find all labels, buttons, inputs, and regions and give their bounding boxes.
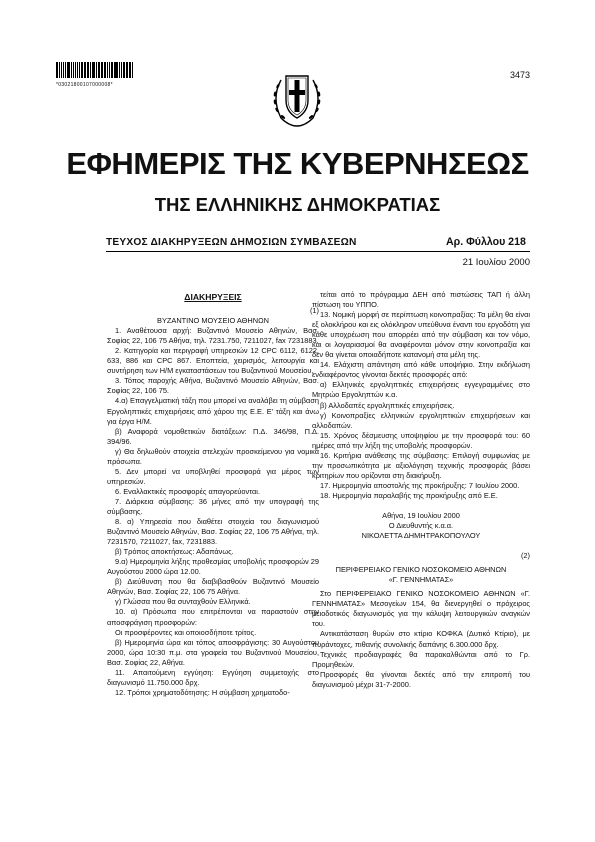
paragraph: τείται από το πρόγραμμα ΔΕΗ από πιστώσεις ΤΑΠ ή άλλη πίστωση του ΥΠΠΟ.: [312, 290, 530, 310]
paragraph: γ) Γλώσσα που θα συνταχθούν Ελληνικά.: [115, 597, 251, 607]
paragraph: 12. Τρόποι χρηματοδότησης: Η σύμβαση χρηματοδο-: [115, 687, 290, 697]
paragraph: 3. Τόπος παροχής Αθήνα, Βυζαντινό Μουσείο Αθηνών, Βασ. Σοφίας 22, 106 75.: [107, 376, 319, 396]
paragraph: Τεχνικές προδιαγραφές θα παρακαλθώνται από το Γρ. Προμηθειών.: [312, 649, 530, 669]
paragraph: 16. Κριτήρια ανάθεσης της σύμβασης: Επιλογή συμφωνίας με την προσωπικότητα με αξιολόγηση τεχνικής προσφοράς βάσει κριτηρίων που ορίζονται στη διακήρυξη.: [312, 450, 530, 480]
greek-coat-of-arms-icon: [267, 68, 327, 130]
signature-role: Ο Διευθυντής κ.α.α.: [388, 521, 454, 531]
paragraph: 10. α) Πρόσωπα που επιτρέπονται να παραστούν στην αποσφράγιση προσφορών:: [107, 607, 319, 627]
notice-agency-name: «Γ. ΓΕΝΝΗΜΑΤΑΣ»: [388, 575, 454, 585]
issue-sheet-number: Αρ. Φύλλου 218: [446, 236, 526, 248]
paragraph: β) Αλλοδαπές εργοληπτικές επιχειρήσεις.: [320, 400, 455, 410]
notice-number: (2): [520, 551, 530, 561]
paragraph: β) Διεύθυνση που θα διαβιβασθούν Βυζαντινό Μουσείο Αθηνών, Βασ. Σοφίας 22, 106 75 Αθήνα.: [107, 577, 319, 597]
notice-number: (1): [309, 306, 319, 316]
paragraph: 1. Αναθέτουσα αρχή: Βυζαντινό Μουσείο Αθηνών, Βασ. Σοφίας 22, 106 75 Αθήνα, τηλ. 7231.750, 7211027, fax 7231883.: [107, 326, 319, 346]
signature-place-date: Αθήνα, 19 Ιουλίου 2000: [382, 510, 460, 520]
paragraph: γ) Θα δηλωθούν στοιχεία στελεχών προσκείμενου για νομικά πρόσωπα.: [107, 446, 319, 466]
issue-date: 21 Ιουλίου 2000: [462, 257, 530, 268]
notice-agency: ΒΥΖΑΝΤΙΝΟ ΜΟΥΣΕΙΟ ΑΘΗΝΩΝ: [157, 316, 269, 326]
paragraph: 17. Ημερομηνία αποστολής της προκήρυξης: 7 Ιουλίου 2000.: [320, 480, 520, 490]
paragraph: 5. Δεν μπορεί να υποβληθεί προσφορά για μέρος των υπηρεσιών.: [107, 466, 319, 486]
paragraph: 13. Νομική μορφή σε περίπτωση κοινοπραξίας: Τα μέλη θα είναι εξ ολοκλήρου και εις ολόκληρον υπεύθυνα έναντι του εργοδότη για κάθε υποχρέωση που απορρέει από την σύμβαση και τον νόμο, και οι λογαριασμοί θα αναφέρονται μόνον στην κοινοπραξία και δεν θα γίνεται οποιαδήποτε κατανομή στα μέλη της.: [312, 310, 530, 360]
barcode: [56, 62, 134, 84]
left-column: [107, 290, 319, 698]
notice-body: [312, 589, 530, 689]
paragraph: 4.α) Επαγγελματική τάξη που μπορεί να αναλάβει τη σύμβαση Εργοληπτικές επιχειρήσεις από χάρου της Ε.Ε. Ε' τάξη και άνω για έργα Η/Μ.: [107, 396, 319, 426]
paragraph: 8. α) Υπηρεσία που διαθέτει στοιχεία του διαγωνισμού Βυζαντινό Μουσείο Αθηνών, Βασ. Σοφίας 22, 106 75 Αθήνα, τηλ. 7231570, 7211027, fax, 7231883.: [107, 517, 319, 547]
paragraph: Οι προσφέροντες και οποιοσδήποτε τρίτος.: [115, 627, 257, 637]
paragraph: Προσφορές θα γίνονται δεκτές από την επιτροπή του διαγωνισμού μέχρι 31-7-2000.: [312, 669, 530, 689]
notice-body-continued: [312, 290, 530, 501]
paragraph: 14. Ελάχιστη απάντηση από κάθε υποψήφιο. Στην εκδήλωση ενδιαφέροντος γίνονται δεκτές προσφορές από:: [312, 360, 530, 380]
gazette-title: ΕΦΗΜΕΡΙΣ ΤΗΣ ΚΥΒΕΡΝΗΣΕΩΣ: [66, 146, 529, 181]
notice-body: [107, 326, 319, 698]
paragraph: 2. Κατηγορία και περιγραφή υπηρεσιών 12 CPC 6112, 6122, 633, 886 και CPC 867. Εποπτεία, χειρισμός, λειτουργία και συντήρηση των Η/Μ εγκαταστάσεων του Βυζαντινού Μουσείου.: [107, 346, 319, 376]
paragraph: γ) Κοινοπραξίες ελληνικών εργοληπτικών επιχειρήσεων και αλλοδαπών.: [312, 410, 530, 430]
page-number: 3473: [510, 70, 531, 80]
paragraph: β) Ημερομηνία ώρα και τόπος αποσφράγισης: 30 Αυγούστου 2000, ώρα 10:30 π.μ. στα γραφεία του Βυζαντινού Μουσείου, Βασ. Σοφίας 22, Αθήνα.: [107, 637, 319, 667]
paragraph: α) Ελληνικές εργοληπτικές επιχειρήσεις εγγεγραμμένες στο Μητρώο Εργοληπτών κ.α.: [312, 380, 530, 400]
signature-name: ΝΙΚΟΛΕΤΤΑ ΔΗΜΗΤΡΑΚΟΠΟΥΛΟΥ: [361, 531, 481, 541]
right-column: [312, 290, 530, 690]
paragraph: β) Αναφορά νομοθετικών διατάξεων: Π.Δ. 346/98, Π.Δ. 394/96.: [107, 426, 319, 446]
paragraph: 6. Εναλλακτικές προσφορές απαγορεύονται.: [115, 486, 260, 496]
paragraph: 15. Χρόνος δέσμευσης υποψηφίου με την προσφορά του: 60 ημέρες από την λήξη της υποβολής προσφορών.: [312, 430, 530, 450]
notice-agency: ΠΕΡΙΦΕΡΕΙΑΚΟ ΓΕΝΙΚΟ ΝΟΣΟΚΟΜΕΙΟ ΑΘΗΝΩΝ: [335, 565, 507, 575]
paragraph: 11. Απαιτούμενη εγγύηση: Εγγύηση συμμετοχής στο διαγωνισμό 11.750.000 δρχ.: [107, 667, 319, 687]
issue-series: ΤΕΥΧΟΣ ΔΙΑΚΗΡΥΞΕΩΝ ΔΗΜΟΣΙΩΝ ΣΥΜΒΑΣΕΩΝ: [106, 237, 357, 248]
paragraph: 7. Διάρκεια σύμβασης: 36 μήνες από την υπογραφή της σύμβασης.: [107, 496, 319, 516]
header-divider: [106, 251, 530, 252]
barcode-text: *03021800107000008*: [56, 82, 113, 88]
paragraph: Στο ΠΕΡΙΦΕΡΕΙΑΚΟ ΓΕΝΙΚΟ ΝΟΣΟΚΟΜΕΙΟ ΑΘΗΝΩΝ «Γ. ΓΕΝΝΗΜΑΤΑΣ» Μεσογείων 154, θα διενεργηθεί ο πρόχειρος μειοδοτικός διαγωνισμός για την κάλυψη λειτουργικών αναγκών του.: [312, 589, 530, 629]
paragraph: 18. Ημερομηνία παραλαβής της προκήρυξης από Ε.Ε.: [320, 490, 498, 500]
paragraph: Αντικατάσταση θυρών στο κτίριο ΚΟΦΚΑ (Δυτικό Κτίριο), με πυράντοχες, πιθανής συνολικής δαπάνης 6.300.000 δρχ.: [312, 629, 530, 649]
paragraph: 9.α) Ημερομηνία λήξης προθεσμίας υποβολής προσφορών 29 Αυγούστου 2000 ώρα 12.00.: [107, 557, 319, 577]
gazette-subtitle: ΤΗΣ ΕΛΛΗΝΙΚΗΣ ΔΗΜΟΚΡΑΤΙΑΣ: [154, 194, 441, 215]
paragraph: β) Τρόπος αποκτήσεως: Αδαπάνως.: [115, 547, 234, 557]
section-title: ΔΙΑΚΗΡΥΞΕΙΣ: [184, 292, 242, 302]
